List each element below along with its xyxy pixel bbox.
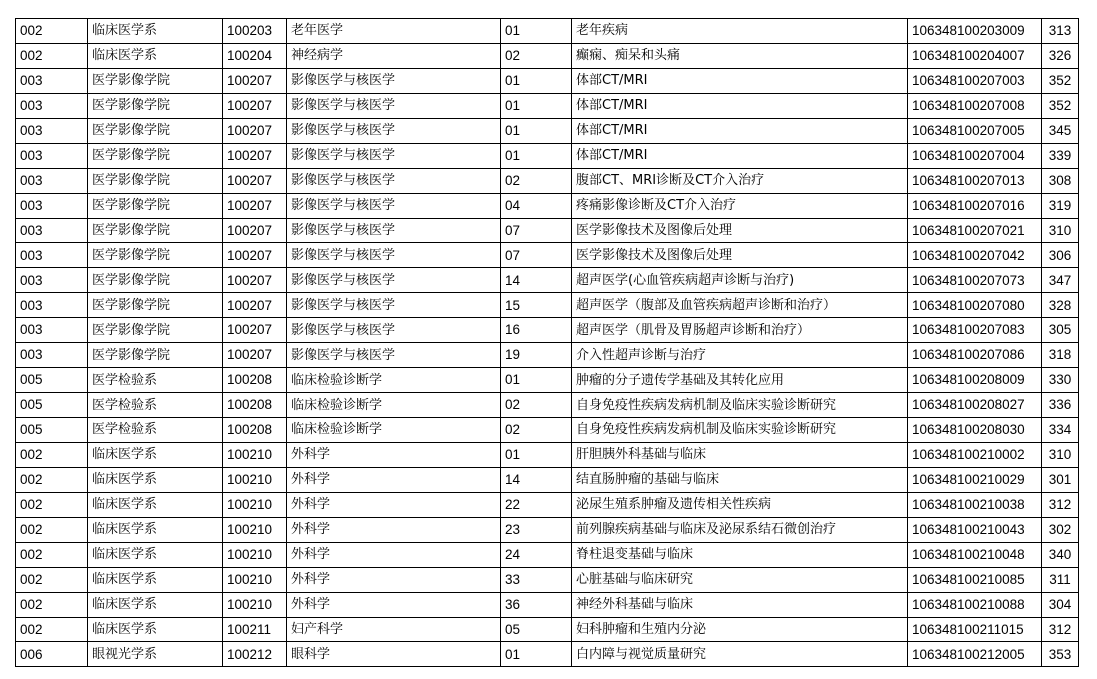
table-row [16, 492, 1079, 517]
dept-name-cell: 临床医学系 [88, 617, 223, 642]
major-name-cell: 外科学 [287, 592, 501, 617]
major-code-cell: 100207 [223, 68, 287, 93]
dept-name-cell: 眼视光学系 [88, 642, 223, 667]
table-row [16, 418, 1079, 443]
dept-code-cell: 003 [16, 143, 88, 168]
major-name-cell: 临床检验诊断学 [287, 418, 501, 443]
direction-name-cell: 超声医学（肌骨及胃肠超声诊断和治疗） [572, 318, 908, 343]
major-code-cell: 100207 [223, 243, 287, 268]
direction-code-cell: 01 [501, 93, 572, 118]
major-code-cell: 100207 [223, 293, 287, 318]
table-body [16, 19, 1079, 667]
major-name-cell: 影像医学与核医学 [287, 168, 501, 193]
candidate-id-cell: 106348100207003 [908, 68, 1042, 93]
dept-code-cell: 002 [16, 592, 88, 617]
direction-name-cell: 泌尿生殖系肿瘤及遗传相关性疾病 [572, 492, 908, 517]
direction-name-cell: 前列腺疾病基础与临床及泌尿系结石微创治疗 [572, 517, 908, 542]
major-name-cell: 影像医学与核医学 [287, 93, 501, 118]
major-name-cell: 临床检验诊断学 [287, 393, 501, 418]
direction-name-cell: 结直肠肿瘤的基础与临床 [572, 467, 908, 492]
dept-name-cell: 医学检验系 [88, 368, 223, 393]
dept-name-cell: 医学影像学院 [88, 243, 223, 268]
candidate-id-cell: 106348100207083 [908, 318, 1042, 343]
direction-name-cell: 体部CT/MRI [572, 143, 908, 168]
major-name-cell: 影像医学与核医学 [287, 268, 501, 293]
candidate-id-cell: 106348100207021 [908, 218, 1042, 243]
direction-name-cell: 妇科肿瘤和生殖内分泌 [572, 617, 908, 642]
table-row [16, 68, 1079, 93]
major-code-cell: 100207 [223, 218, 287, 243]
table-row [16, 268, 1079, 293]
score-cell: 328 [1042, 293, 1079, 318]
direction-name-cell: 腹部CT、MRI诊断及CT介入治疗 [572, 168, 908, 193]
candidate-id-cell: 106348100210048 [908, 542, 1042, 567]
direction-code-cell: 02 [501, 393, 572, 418]
major-name-cell: 外科学 [287, 492, 501, 517]
direction-name-cell: 心脏基础与临床研究 [572, 567, 908, 592]
candidate-id-cell: 106348100207013 [908, 168, 1042, 193]
score-cell: 302 [1042, 517, 1079, 542]
direction-name-cell: 介入性超声诊断与治疗 [572, 343, 908, 368]
direction-code-cell: 33 [501, 567, 572, 592]
table-row [16, 293, 1079, 318]
score-cell: 312 [1042, 492, 1079, 517]
direction-code-cell: 01 [501, 68, 572, 93]
dept-code-cell: 003 [16, 343, 88, 368]
dept-code-cell: 002 [16, 442, 88, 467]
direction-code-cell: 15 [501, 293, 572, 318]
table-row [16, 517, 1079, 542]
dept-name-cell: 医学影像学院 [88, 68, 223, 93]
dept-name-cell: 医学影像学院 [88, 343, 223, 368]
major-name-cell: 眼科学 [287, 642, 501, 667]
table-row [16, 467, 1079, 492]
score-cell: 310 [1042, 442, 1079, 467]
major-name-cell: 影像医学与核医学 [287, 218, 501, 243]
major-code-cell: 100207 [223, 193, 287, 218]
direction-name-cell: 自身免疫性疾病发病机制及临床实验诊断研究 [572, 393, 908, 418]
score-cell: 353 [1042, 642, 1079, 667]
table-row [16, 542, 1079, 567]
major-code-cell: 100207 [223, 143, 287, 168]
table-row [16, 19, 1079, 44]
major-code-cell: 100207 [223, 93, 287, 118]
major-code-cell: 100207 [223, 318, 287, 343]
direction-name-cell: 超声医学（腹部及血管疾病超声诊断和治疗） [572, 293, 908, 318]
candidate-id-cell: 106348100210043 [908, 517, 1042, 542]
dept-name-cell: 医学影像学院 [88, 268, 223, 293]
dept-name-cell: 医学影像学院 [88, 93, 223, 118]
dept-name-cell: 医学检验系 [88, 418, 223, 443]
table-row [16, 118, 1079, 143]
candidate-id-cell: 106348100207042 [908, 243, 1042, 268]
major-code-cell: 100210 [223, 492, 287, 517]
direction-code-cell: 05 [501, 617, 572, 642]
table-row [16, 193, 1079, 218]
major-name-cell: 影像医学与核医学 [287, 118, 501, 143]
dept-code-cell: 003 [16, 68, 88, 93]
major-name-cell: 外科学 [287, 542, 501, 567]
score-cell: 313 [1042, 19, 1079, 44]
dept-name-cell: 临床医学系 [88, 467, 223, 492]
table-row [16, 243, 1079, 268]
major-name-cell: 外科学 [287, 517, 501, 542]
dept-name-cell: 临床医学系 [88, 442, 223, 467]
direction-name-cell: 体部CT/MRI [572, 118, 908, 143]
direction-code-cell: 01 [501, 442, 572, 467]
dept-name-cell: 临床医学系 [88, 542, 223, 567]
table-row [16, 368, 1079, 393]
dept-code-cell: 003 [16, 93, 88, 118]
major-name-cell: 妇产科学 [287, 617, 501, 642]
major-name-cell: 外科学 [287, 467, 501, 492]
dept-code-cell: 002 [16, 492, 88, 517]
candidate-id-cell: 106348100207080 [908, 293, 1042, 318]
direction-code-cell: 36 [501, 592, 572, 617]
score-cell: 304 [1042, 592, 1079, 617]
dept-code-cell: 003 [16, 318, 88, 343]
score-cell: 310 [1042, 218, 1079, 243]
score-cell: 326 [1042, 43, 1079, 68]
score-cell: 308 [1042, 168, 1079, 193]
dept-name-cell: 临床医学系 [88, 492, 223, 517]
dept-code-cell: 003 [16, 218, 88, 243]
dept-name-cell: 医学影像学院 [88, 293, 223, 318]
direction-code-cell: 07 [501, 243, 572, 268]
dept-code-cell: 003 [16, 293, 88, 318]
score-cell: 301 [1042, 467, 1079, 492]
major-code-cell: 100208 [223, 368, 287, 393]
candidate-id-cell: 106348100207004 [908, 143, 1042, 168]
direction-code-cell: 02 [501, 43, 572, 68]
candidate-id-cell: 106348100212005 [908, 642, 1042, 667]
major-name-cell: 影像医学与核医学 [287, 343, 501, 368]
score-cell: 347 [1042, 268, 1079, 293]
direction-code-cell: 01 [501, 19, 572, 44]
major-code-cell: 100210 [223, 542, 287, 567]
score-cell: 352 [1042, 68, 1079, 93]
major-code-cell: 100210 [223, 467, 287, 492]
major-name-cell: 神经病学 [287, 43, 501, 68]
score-cell: 318 [1042, 343, 1079, 368]
direction-name-cell: 白内障与视觉质量研究 [572, 642, 908, 667]
direction-name-cell: 医学影像技术及图像后处理 [572, 243, 908, 268]
major-name-cell: 影像医学与核医学 [287, 243, 501, 268]
candidate-id-cell: 106348100203009 [908, 19, 1042, 44]
score-cell: 345 [1042, 118, 1079, 143]
major-code-cell: 100203 [223, 19, 287, 44]
candidate-id-cell: 106348100204007 [908, 43, 1042, 68]
major-name-cell: 外科学 [287, 567, 501, 592]
direction-code-cell: 23 [501, 517, 572, 542]
major-name-cell: 临床检验诊断学 [287, 368, 501, 393]
candidate-id-cell: 106348100210029 [908, 467, 1042, 492]
table-row [16, 143, 1079, 168]
direction-name-cell: 体部CT/MRI [572, 68, 908, 93]
major-code-cell: 100208 [223, 393, 287, 418]
direction-name-cell: 神经外科基础与临床 [572, 592, 908, 617]
major-name-cell: 影像医学与核医学 [287, 143, 501, 168]
direction-code-cell: 24 [501, 542, 572, 567]
dept-name-cell: 医学影像学院 [88, 143, 223, 168]
table-row [16, 617, 1079, 642]
major-name-cell: 影像医学与核医学 [287, 318, 501, 343]
candidate-id-cell: 106348100207005 [908, 118, 1042, 143]
direction-code-cell: 22 [501, 492, 572, 517]
dept-name-cell: 医学影像学院 [88, 218, 223, 243]
direction-name-cell: 疼痛影像诊断及CT介入治疗 [572, 193, 908, 218]
major-code-cell: 100211 [223, 617, 287, 642]
direction-name-cell: 自身免疫性疾病发病机制及临床实验诊断研究 [572, 418, 908, 443]
candidate-id-cell: 106348100210038 [908, 492, 1042, 517]
score-cell: 336 [1042, 393, 1079, 418]
direction-code-cell: 01 [501, 642, 572, 667]
dept-name-cell: 医学影像学院 [88, 193, 223, 218]
dept-code-cell: 003 [16, 268, 88, 293]
table-row [16, 218, 1079, 243]
major-code-cell: 100212 [223, 642, 287, 667]
major-name-cell: 外科学 [287, 442, 501, 467]
major-code-cell: 100210 [223, 567, 287, 592]
dept-name-cell: 医学影像学院 [88, 318, 223, 343]
table-row [16, 318, 1079, 343]
score-cell: 311 [1042, 567, 1079, 592]
candidate-id-cell: 106348100207016 [908, 193, 1042, 218]
direction-code-cell: 14 [501, 268, 572, 293]
direction-name-cell: 超声医学(心血管疾病超声诊断与治疗) [572, 268, 908, 293]
dept-name-cell: 临床医学系 [88, 517, 223, 542]
major-code-cell: 100210 [223, 517, 287, 542]
direction-name-cell: 脊柱退变基础与临床 [572, 542, 908, 567]
dept-code-cell: 002 [16, 567, 88, 592]
major-code-cell: 100207 [223, 168, 287, 193]
candidate-id-cell: 106348100210088 [908, 592, 1042, 617]
dept-code-cell: 002 [16, 19, 88, 44]
direction-name-cell: 体部CT/MRI [572, 93, 908, 118]
table-row [16, 343, 1079, 368]
table-row [16, 567, 1079, 592]
table-row [16, 442, 1079, 467]
direction-code-cell: 19 [501, 343, 572, 368]
major-code-cell: 100210 [223, 442, 287, 467]
major-code-cell: 100207 [223, 118, 287, 143]
score-cell: 340 [1042, 542, 1079, 567]
major-name-cell: 影像医学与核医学 [287, 293, 501, 318]
dept-code-cell: 005 [16, 393, 88, 418]
candidate-id-cell: 106348100210002 [908, 442, 1042, 467]
dept-name-cell: 临床医学系 [88, 567, 223, 592]
major-name-cell: 影像医学与核医学 [287, 193, 501, 218]
dept-name-cell: 临床医学系 [88, 592, 223, 617]
direction-code-cell: 01 [501, 118, 572, 143]
direction-name-cell: 肝胆胰外科基础与临床 [572, 442, 908, 467]
direction-name-cell: 癫痫、痴呆和头痛 [572, 43, 908, 68]
major-code-cell: 100207 [223, 268, 287, 293]
score-cell: 306 [1042, 243, 1079, 268]
major-code-cell: 100207 [223, 343, 287, 368]
score-cell: 334 [1042, 418, 1079, 443]
table-row [16, 642, 1079, 667]
dept-code-cell: 003 [16, 168, 88, 193]
score-cell: 319 [1042, 193, 1079, 218]
direction-code-cell: 01 [501, 143, 572, 168]
direction-code-cell: 04 [501, 193, 572, 218]
direction-code-cell: 02 [501, 418, 572, 443]
major-name-cell: 老年医学 [287, 19, 501, 44]
direction-code-cell: 02 [501, 168, 572, 193]
direction-name-cell: 老年疾病 [572, 19, 908, 44]
dept-code-cell: 005 [16, 418, 88, 443]
dept-code-cell: 002 [16, 43, 88, 68]
dept-code-cell: 002 [16, 467, 88, 492]
admission-score-table [15, 18, 1079, 667]
candidate-id-cell: 106348100207086 [908, 343, 1042, 368]
table-row [16, 393, 1079, 418]
score-cell: 330 [1042, 368, 1079, 393]
dept-code-cell: 003 [16, 243, 88, 268]
direction-code-cell: 14 [501, 467, 572, 492]
dept-name-cell: 临床医学系 [88, 19, 223, 44]
candidate-id-cell: 106348100208009 [908, 368, 1042, 393]
table-row [16, 43, 1079, 68]
major-name-cell: 影像医学与核医学 [287, 68, 501, 93]
direction-name-cell: 医学影像技术及图像后处理 [572, 218, 908, 243]
direction-code-cell: 16 [501, 318, 572, 343]
direction-code-cell: 07 [501, 218, 572, 243]
major-code-cell: 100208 [223, 418, 287, 443]
direction-name-cell: 肿瘤的分子遗传学基础及其转化应用 [572, 368, 908, 393]
dept-code-cell: 002 [16, 617, 88, 642]
major-code-cell: 100204 [223, 43, 287, 68]
table-row [16, 93, 1079, 118]
table-row [16, 168, 1079, 193]
score-cell: 352 [1042, 93, 1079, 118]
table-row [16, 592, 1079, 617]
candidate-id-cell: 106348100211015 [908, 617, 1042, 642]
major-code-cell: 100210 [223, 592, 287, 617]
candidate-id-cell: 106348100210085 [908, 567, 1042, 592]
dept-code-cell: 005 [16, 368, 88, 393]
dept-name-cell: 临床医学系 [88, 43, 223, 68]
dept-code-cell: 006 [16, 642, 88, 667]
dept-code-cell: 003 [16, 193, 88, 218]
dept-code-cell: 002 [16, 542, 88, 567]
dept-code-cell: 002 [16, 517, 88, 542]
direction-code-cell: 01 [501, 368, 572, 393]
dept-name-cell: 医学检验系 [88, 393, 223, 418]
dept-name-cell: 医学影像学院 [88, 168, 223, 193]
dept-code-cell: 003 [16, 118, 88, 143]
candidate-id-cell: 106348100208030 [908, 418, 1042, 443]
dept-name-cell: 医学影像学院 [88, 118, 223, 143]
score-cell: 339 [1042, 143, 1079, 168]
score-cell: 312 [1042, 617, 1079, 642]
candidate-id-cell: 106348100208027 [908, 393, 1042, 418]
candidate-id-cell: 106348100207008 [908, 93, 1042, 118]
score-cell: 305 [1042, 318, 1079, 343]
candidate-id-cell: 106348100207073 [908, 268, 1042, 293]
